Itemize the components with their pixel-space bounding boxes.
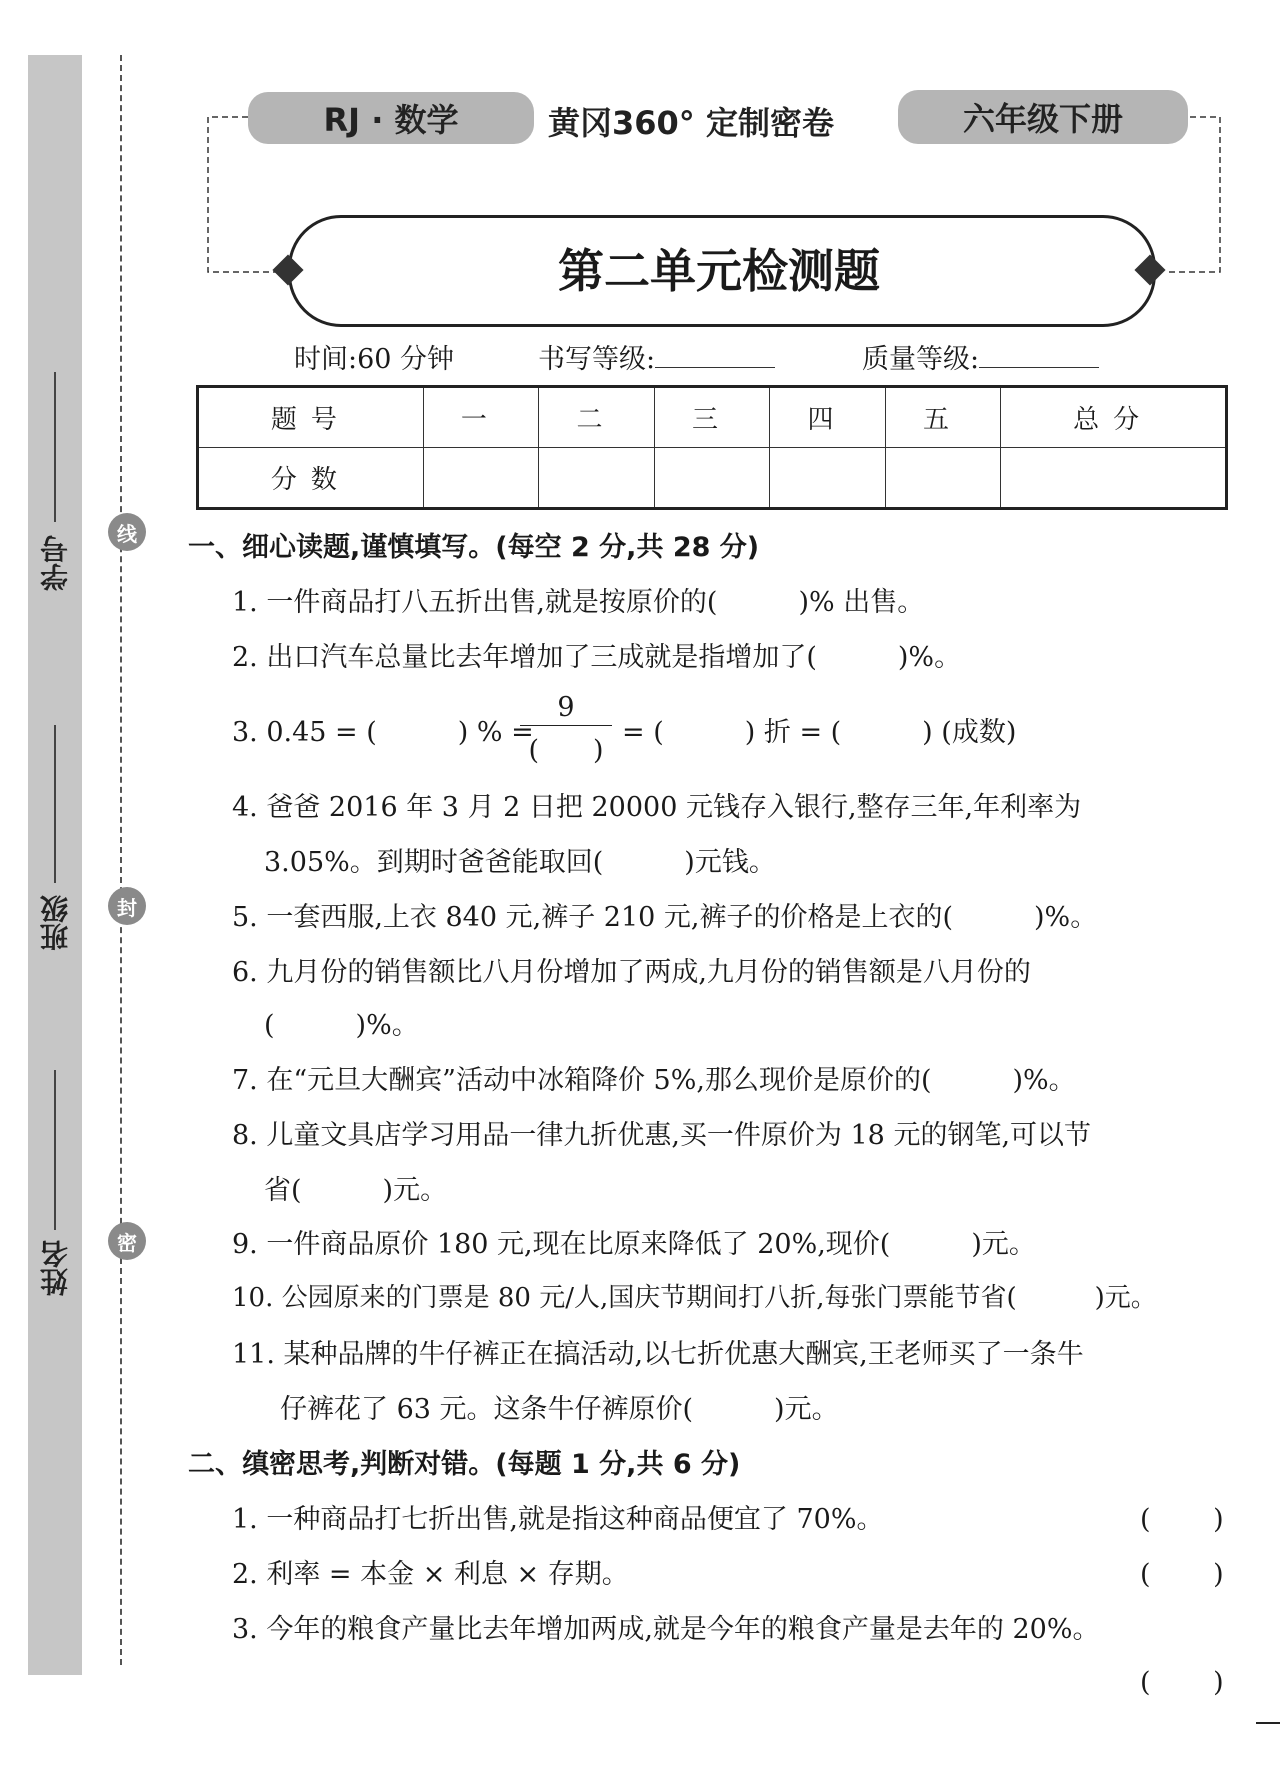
question-2-1: 1. 一种商品打七折出售,就是指这种商品便宜了 70%。: [232, 1504, 884, 1535]
score-header-row: [198, 387, 1227, 448]
fraction: [520, 692, 612, 767]
writing-grade-blank[interactable]: [655, 347, 775, 368]
question-1-3-left: 3. 0.45 = ( ) % =: [232, 717, 534, 748]
score-header-cell: 三: [654, 387, 770, 448]
series-title: 黄冈360° 定制密卷: [548, 104, 834, 142]
grade-pill: 六年级下册: [898, 90, 1188, 144]
score-cell[interactable]: [539, 448, 655, 509]
question-1-7: 7. 在“元旦大酬宾”活动中冰箱降价 5%,那么现价是原价的( )%。: [232, 1065, 1076, 1096]
answer-paren-2-1[interactable]: ( ): [1140, 1504, 1224, 1535]
section2-heading: 二、缜密思考,判断对错。(每题 1 分,共 6 分): [188, 1449, 741, 1480]
score-table: [196, 385, 1228, 510]
fraction-bar: [520, 725, 612, 726]
question-1-11-line1: 11. 某种品牌的牛仔裤正在搞活动,以七折优惠大酬宾,王老师买了一条牛: [232, 1339, 1084, 1370]
student-id-label: 学号: [39, 535, 72, 591]
question-1-10: 10. 公园原来的门票是 80 元/人,国庆节期间打八折,每张门票能节省( )元。: [232, 1283, 1157, 1313]
score-header-cell: 总分: [1001, 387, 1227, 448]
question-1-3-right: = ( ) 折 = ( ) (成数): [622, 717, 1017, 748]
score-value-row: [198, 448, 1227, 509]
class-label: 班级: [39, 895, 72, 951]
fraction-denominator: ( ): [528, 735, 604, 766]
page-title: 第二单元检测题: [558, 244, 880, 298]
writing-grade-text: 书写等级:: [538, 344, 656, 375]
writing-grade-label: [538, 337, 775, 376]
question-1-4-line1: 4. 爸爸 2016 年 3 月 2 日把 20000 元钱存入银行,整存三年,年利率为: [232, 792, 1082, 823]
name-blank: [54, 1070, 56, 1230]
score-cell[interactable]: [654, 448, 770, 509]
seal-secret: 密: [108, 1222, 146, 1260]
score-header-cell: 四: [770, 387, 886, 448]
question-2-2: 2. 利率 = 本金 × 利息 × 存期。: [232, 1559, 629, 1590]
score-row-label: 分数: [198, 448, 424, 509]
score-header-cell: 一: [423, 387, 539, 448]
seal-line: 线: [108, 513, 146, 551]
question-2-3: 3. 今年的粮食产量比去年增加两成,就是今年的粮食产量是去年的 20%。: [232, 1614, 1100, 1645]
question-1-5: 5. 一套西服,上衣 840 元,裤子 210 元,裤子的价格是上衣的( )%。: [232, 902, 1098, 933]
question-1-9: 9. 一件商品原价 180 元,现在比原来降低了 20%,现价( )元。: [232, 1229, 1036, 1260]
score-cell[interactable]: [1001, 448, 1227, 509]
score-cell[interactable]: [885, 448, 1001, 509]
class-blank: [54, 725, 56, 883]
score-header-cell: 题号: [198, 387, 424, 448]
subject-pill: RJ · 数学: [248, 92, 534, 144]
score-cell[interactable]: [770, 448, 886, 509]
question-1-1: 1. 一件商品打八五折出售,就是按原价的( )% 出售。: [232, 587, 925, 618]
name-label: 姓名: [39, 1240, 72, 1296]
quality-grade-label: [862, 337, 1099, 376]
question-1-11-line2: 仔裤花了 63 元。这条牛仔裤原价( )元。: [280, 1394, 839, 1425]
answer-paren-2-3[interactable]: ( ): [1140, 1667, 1224, 1698]
time-label: 时间:60 分钟: [294, 344, 455, 375]
score-header-cell: 二: [539, 387, 655, 448]
quality-grade-text: 质量等级:: [862, 344, 980, 375]
quality-grade-blank[interactable]: [979, 347, 1099, 368]
student-id-blank: [54, 372, 56, 522]
fraction-numerator: 9: [557, 692, 575, 723]
score-header-cell: 五: [885, 387, 1001, 448]
question-1-2: 2. 出口汽车总量比去年增加了三成就是指增加了( )%。: [232, 642, 962, 673]
answer-paren-2-2[interactable]: ( ): [1140, 1559, 1224, 1590]
seal-seal: 封: [108, 887, 146, 925]
question-1-6-line2: ( )%。: [264, 1010, 419, 1041]
section1-heading: 一、细心读题,谨慎填写。(每空 2 分,共 28 分): [188, 532, 760, 563]
score-cell[interactable]: [423, 448, 539, 509]
question-1-6-line1: 6. 九月份的销售额比八月份增加了两成,九月份的销售额是八月份的: [232, 957, 1031, 988]
cut-line: [120, 55, 122, 1665]
question-1-8-line2: 省( )元。: [264, 1175, 448, 1206]
page-corner-mark: [1256, 1722, 1280, 1724]
question-1-4-line2: 3.05%。到期时爸爸能取回( )元钱。: [264, 847, 776, 878]
question-1-8-line1: 8. 儿童文具店学习用品一律九折优惠,买一件原价为 18 元的钢笔,可以节: [232, 1120, 1092, 1151]
